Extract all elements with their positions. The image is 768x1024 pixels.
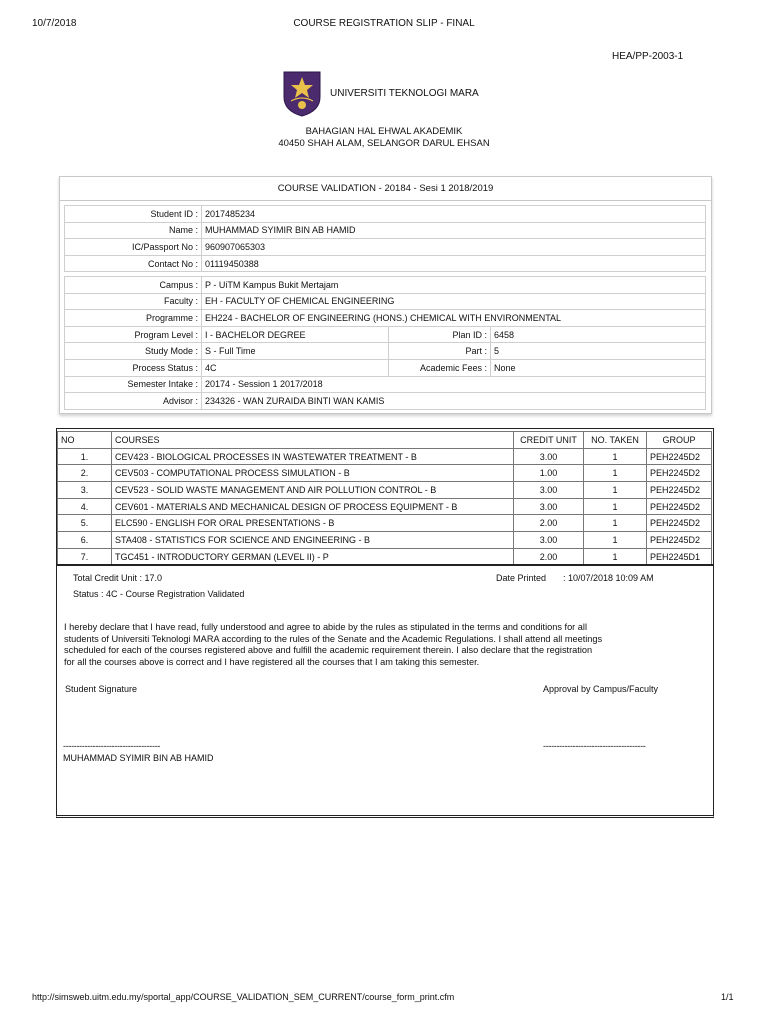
student-signature-line: ------------------------------------ (63, 741, 161, 751)
table-row (65, 206, 706, 223)
table-row (58, 465, 712, 482)
ic-value: 960907065303 (202, 239, 706, 256)
row-taken: 1 (584, 482, 647, 499)
row-group: PEH2245D2 (647, 465, 712, 482)
row-credit: 3.00 (514, 498, 584, 515)
programme-value: EH224 - BACHELOR OF ENGINEERING (HONS.) CHEMICAL WITH ENVIRONMENTAL (202, 310, 706, 327)
row-no: 6. (58, 532, 112, 549)
row-taken: 1 (584, 465, 647, 482)
approval-label: Approval by Campus/Faculty (543, 684, 659, 694)
date-printed-label: Date Printed (496, 573, 547, 583)
university-address: 40450 SHAH ALAM, SELANGOR DARUL EHSAN (278, 138, 490, 149)
student-signature-label: Student Signature (65, 684, 138, 694)
row-group: PEH2245D2 (647, 498, 712, 515)
faculty-label: Faculty : (65, 293, 202, 310)
row-group: PEH2245D2 (647, 532, 712, 549)
semester-intake-label: Semester Intake : (65, 376, 202, 393)
program-info-table (64, 276, 706, 410)
plan-id-label: Plan ID : (389, 326, 491, 343)
process-status-value: 4C (202, 359, 389, 376)
row-no: 5. (58, 515, 112, 532)
declaration-line: I hereby declare that I have read, fully understood and agree to abide by the rules as stipulated in the terms and conditions for all (64, 622, 587, 632)
student-id-label: Student ID : (65, 206, 202, 223)
programme-label: Programme : (65, 310, 202, 327)
row-no: 2. (58, 465, 112, 482)
table-row (65, 239, 706, 256)
table-row (65, 343, 706, 360)
declaration-line: students of Universiti Teknologi MARA according to the rules of the Senate and the Academic Regulations. I shall attend all meetings (64, 633, 603, 644)
row-group: PEH2245D1 (647, 548, 712, 565)
table-header-row (58, 432, 712, 449)
col-courses: COURSES (112, 432, 514, 449)
program-level-label: Program Level : (65, 326, 202, 343)
row-course: TGC451 - INTRODUCTORY GERMAN (LEVEL II) - P (112, 548, 514, 565)
col-group: GROUP (647, 432, 712, 449)
declaration-line: for all the courses above is correct and I have registered all the courses that I am taking this semester. (64, 656, 480, 667)
row-course: CEV601 - MATERIALS AND MECHANICAL DESIGN OF PROCESS EQUIPMENT - B (112, 498, 514, 515)
divider (56, 564, 714, 566)
ic-label: IC/Passport No : (65, 239, 202, 256)
courses-table (57, 431, 712, 566)
table-row (58, 532, 712, 549)
row-no: 7. (58, 548, 112, 565)
row-credit: 3.00 (514, 448, 584, 465)
page-url: http://simsweb.uitm.edu.my/sportal_app/COURSE_VALIDATION_SEM_CURRENT/course_form_print.cfm (32, 992, 455, 1002)
row-credit: 2.00 (514, 548, 584, 565)
program-level-value: I - BACHELOR DEGREE (202, 326, 389, 343)
row-course: ELC590 - ENGLISH FOR ORAL PRESENTATIONS - B (112, 515, 514, 532)
table-row (58, 482, 712, 499)
courses-section (56, 428, 714, 818)
row-no: 4. (58, 498, 112, 515)
semester-intake-value: 20174 - Session 1 2017/2018 (202, 376, 706, 393)
table-row (58, 498, 712, 515)
table-row (58, 448, 712, 465)
divider (60, 200, 711, 201)
table-row (58, 515, 712, 532)
approval-signature-line: -------------------------------------- (543, 741, 646, 751)
process-status-label: Process Status : (65, 359, 202, 376)
table-row (65, 376, 706, 393)
campus-value: P - UiTM Kampus Bukit Mertajam (202, 277, 706, 294)
name-value: MUHAMMAD SYIMIR BIN AB HAMID (202, 222, 706, 239)
row-credit: 1.00 (514, 465, 584, 482)
declaration-text (64, 622, 709, 668)
university-crest-logo (283, 71, 321, 117)
row-group: PEH2245D2 (647, 482, 712, 499)
study-mode-value: S - Full Time (202, 343, 389, 360)
table-row (65, 277, 706, 294)
date-printed-value: : 10/07/2018 10:09 AM (563, 573, 654, 583)
advisor-value: 234326 - WAN ZURAIDA BINTI WAN KAMIS (202, 393, 706, 410)
plan-id-value: 6458 (491, 326, 706, 343)
study-mode-label: Study Mode : (65, 343, 202, 360)
row-group: PEH2245D2 (647, 515, 712, 532)
col-credit-unit: CREDIT UNIT (514, 432, 584, 449)
reference-code: HEA/PP-2003-1 (612, 51, 684, 62)
row-no: 3. (58, 482, 112, 499)
table-row (65, 222, 706, 239)
academic-fees-label: Academic Fees : (389, 359, 491, 376)
university-name: UNIVERSITI TEKNOLOGI MARA (330, 88, 479, 99)
row-taken: 1 (584, 548, 647, 565)
part-label: Part : (389, 343, 491, 360)
row-taken: 1 (584, 498, 647, 515)
document-title: COURSE REGISTRATION SLIP - FINAL (293, 18, 475, 29)
table-row (65, 359, 706, 376)
student-id-value: 2017485234 (202, 206, 706, 223)
total-credit-unit: Total Credit Unit : 17.0 (73, 573, 163, 583)
faculty-value: EH - FACULTY OF CHEMICAL ENGINEERING (202, 293, 706, 310)
page-number: 1/1 (721, 992, 734, 1002)
row-credit: 2.00 (514, 515, 584, 532)
row-course: CEV523 - SOLID WASTE MANAGEMENT AND AIR POLLUTION CONTROL - B (112, 482, 514, 499)
row-course: CEV423 - BIOLOGICAL PROCESSES IN WASTEWATER TREATMENT - B (112, 448, 514, 465)
campus-label: Campus : (65, 277, 202, 294)
print-date: 10/7/2018 (32, 18, 77, 29)
row-course: CEV503 - COMPUTATIONAL PROCESS SIMULATION - B (112, 465, 514, 482)
name-label: Name : (65, 222, 202, 239)
table-row (65, 326, 706, 343)
table-row (65, 393, 706, 410)
student-info-table (64, 205, 706, 272)
row-course: STA408 - STATISTICS FOR SCIENCE AND ENGINEERING - B (112, 532, 514, 549)
course-validation-panel (59, 176, 712, 414)
row-group: PEH2245D2 (647, 448, 712, 465)
col-no: NO (58, 432, 112, 449)
row-credit: 3.00 (514, 482, 584, 499)
declaration-line: scheduled for each of the courses registered above and fulfill the academic requirement therein. I also declare that the registration (64, 645, 593, 656)
contact-value: 01119450388 (202, 255, 706, 272)
registration-status: Status : 4C - Course Registration Validated (73, 589, 245, 599)
col-no-taken: NO. TAKEN (584, 432, 647, 449)
table-row (65, 293, 706, 310)
validation-title: COURSE VALIDATION - 20184 - Sesi 1 2018/2019 (277, 183, 494, 194)
row-credit: 3.00 (514, 532, 584, 549)
advisor-label: Advisor : (65, 393, 202, 410)
row-taken: 1 (584, 448, 647, 465)
row-no: 1. (58, 448, 112, 465)
table-row (65, 255, 706, 272)
row-taken: 1 (584, 532, 647, 549)
table-row (58, 548, 712, 565)
row-taken: 1 (584, 515, 647, 532)
academic-fees-value: None (491, 359, 706, 376)
student-name: MUHAMMAD SYIMIR BIN AB HAMID (63, 753, 214, 763)
division-name: BAHAGIAN HAL EHWAL AKADEMIK (305, 126, 463, 137)
part-value: 5 (491, 343, 706, 360)
contact-label: Contact No : (65, 255, 202, 272)
table-row (65, 310, 706, 327)
